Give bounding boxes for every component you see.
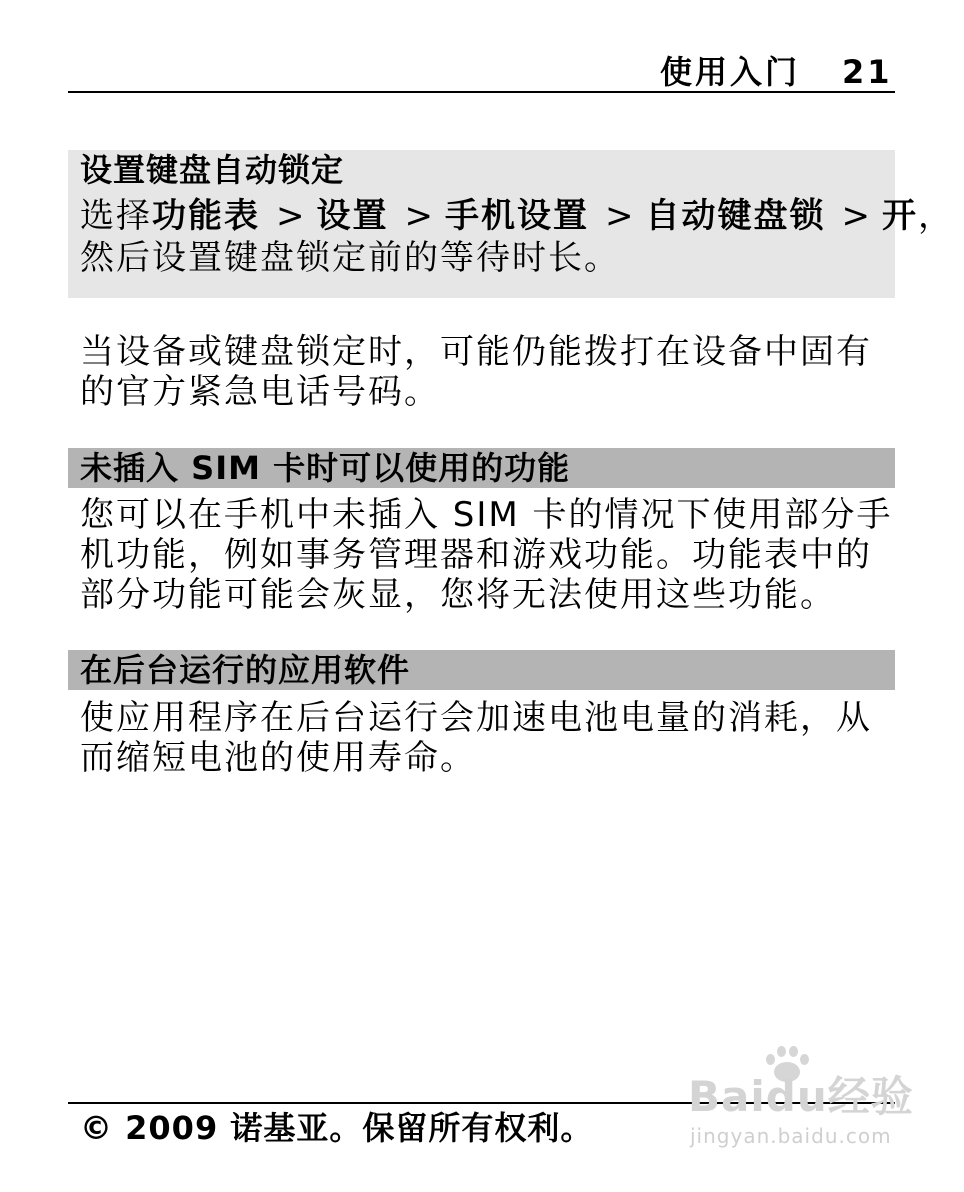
baidu-watermark (682, 1046, 914, 1156)
header-divider (68, 91, 895, 93)
background-apps-heading-bar (68, 650, 895, 690)
menu-path-auto-keylock: 自动键盘锁 (645, 196, 826, 236)
section-title: 使用入门 (660, 53, 801, 91)
no-sim-heading-bar (68, 448, 895, 488)
path-separator: > (841, 196, 872, 236)
comma: ， (918, 196, 954, 236)
select-text: 选择 (80, 196, 152, 236)
watermark-url: jingyan.baidu.com (690, 1124, 892, 1148)
path-separator: > (605, 196, 636, 236)
no-sim-heading: 未插入 SIM 卡时可以使用的功能 (80, 449, 571, 487)
no-sim-line: 部分功能可能会灰显，您将无法使用这些功能。 (80, 575, 836, 615)
path-separator: > (276, 196, 307, 236)
keypad-lock-instruction (80, 196, 954, 236)
background-apps-line: 使应用程序在后台运行会加速电池电量的消耗，从 (80, 698, 872, 738)
keypad-lock-line-2: 然后设置键盘锁定前的等待时长。 (80, 238, 620, 278)
background-apps-heading: 在后台运行的应用软件 (80, 651, 411, 689)
menu-path-on: 开 (882, 196, 918, 236)
copyright: © 2009 诺基亚。保留所有权利。 (80, 1109, 594, 1147)
keypad-lock-box (68, 150, 954, 298)
emergency-line: 的官方紧急电话号码。 (80, 372, 440, 412)
menu-path-settings: 设置 (316, 196, 389, 236)
no-sim-line: 机功能，例如事务管理器和游戏功能。功能表中的 (80, 535, 872, 575)
page-number: 21 (842, 53, 893, 91)
background-apps-line: 而缩短电池的使用寿命。 (80, 738, 476, 778)
emergency-line: 当设备或键盘锁定时，可能仍能拨打在设备中固有 (80, 332, 872, 372)
keypad-lock-title: 设置键盘自动锁定 (80, 151, 345, 189)
menu-path-phone-settings: 手机设置 (445, 196, 589, 236)
path-separator: > (404, 196, 435, 236)
menu-path-menu: 功能表 (152, 196, 260, 236)
no-sim-line: 您可以在手机中未插入 SIM 卡的情况下使用部分手 (80, 495, 893, 535)
watermark-brand: Baidu经验 (688, 1072, 914, 1121)
